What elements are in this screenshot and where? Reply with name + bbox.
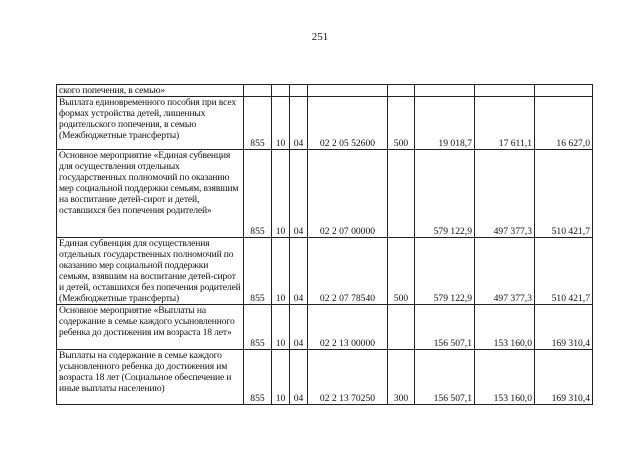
row-grbs: 855: [244, 97, 272, 150]
row-section: 10: [272, 97, 290, 150]
row-amount-2: 17 611,1: [475, 97, 535, 150]
row-amount-3: 169 310,4: [535, 350, 593, 405]
row-amount-1: 579 122,9: [415, 150, 475, 238]
row-section: 10: [272, 305, 290, 350]
row-grbs: 855: [244, 350, 272, 405]
row-amount-3: [535, 85, 593, 97]
row-name: Единая субвенция для осуществления отдельных государственных полномочий по оказанию мер социальной поддержки семьям, взявшим на воспитание детей-сирот и детей, оставшихся без попечения родителей (Межбюджетные трансферты): [57, 238, 244, 305]
row-subsection: [290, 85, 308, 97]
row-target-code: 02 2 13 00000: [308, 305, 388, 350]
row-amount-2: 497 377,3: [475, 238, 535, 305]
row-grbs: 855: [244, 238, 272, 305]
row-amount-3: 510 421,7: [535, 238, 593, 305]
row-target-code: 02 2 13 70250: [308, 350, 388, 405]
row-section: 10: [272, 350, 290, 405]
row-subsection: 04: [290, 97, 308, 150]
row-amount-1: [415, 85, 475, 97]
row-grbs: 855: [244, 305, 272, 350]
row-amount-1: 156 507,1: [415, 350, 475, 405]
row-grbs: [244, 85, 272, 97]
row-target-code: 02 2 05 52600: [308, 97, 388, 150]
row-amount-1: 579 122,9: [415, 238, 475, 305]
row-grbs: 855: [244, 150, 272, 238]
row-amount-1: 156 507,1: [415, 305, 475, 350]
row-name: ского попечения, в семью»: [57, 85, 244, 97]
row-subsection: 04: [290, 150, 308, 238]
table-row: [57, 150, 593, 238]
row-amount-2: 497 377,3: [475, 150, 535, 238]
row-amount-2: [475, 85, 535, 97]
row-subsection: 04: [290, 305, 308, 350]
row-expense-type: 300: [388, 350, 415, 405]
table-row: [57, 97, 593, 150]
row-amount-1: 19 018,7: [415, 97, 475, 150]
table-row: [57, 238, 593, 305]
row-expense-type: 500: [388, 238, 415, 305]
budget-table: [56, 84, 593, 405]
row-target-code: 02 2 07 78540: [308, 238, 388, 305]
table-row: [57, 350, 593, 405]
table-row: [57, 305, 593, 350]
page-number: 251: [311, 31, 329, 43]
row-subsection: 04: [290, 350, 308, 405]
row-expense-type: [388, 150, 415, 238]
row-name: Выплата единовременного пособия при всех формах устройства детей, лишенных родительского попечения, в семью (Межбюджетные трансферты): [57, 97, 244, 150]
row-expense-type: 500: [388, 97, 415, 150]
row-subsection: 04: [290, 238, 308, 305]
row-expense-type: [388, 305, 415, 350]
row-amount-3: 16 627,0: [535, 97, 593, 150]
row-amount-3: 169 310,4: [535, 305, 593, 350]
row-name: Основное мероприятие «Единая субвенция для осуществления отдельных государственных полномочий по оказанию мер социальной поддержки семьям, взявшим на воспитание детей-сирот и детей, оставшихся без попечения родителей»: [57, 150, 244, 238]
row-amount-2: 153 160,0: [475, 350, 535, 405]
row-name: Выплаты на содержание в семье каждого усыновленного ребенка до достижения им возраста 18 лет (Социальное обеспечение и иные выплаты населению): [57, 350, 244, 405]
row-target-code: 02 2 07 00000: [308, 150, 388, 238]
row-amount-3: 510 421,7: [535, 150, 593, 238]
table-row: [57, 85, 593, 97]
row-target-code: [308, 85, 388, 97]
row-section: [272, 85, 290, 97]
row-section: 10: [272, 150, 290, 238]
row-name: Основное мероприятие «Выплаты на содержание в семье каждого усыновленного ребенка до достижения им возраста 18 лет»: [57, 305, 244, 350]
row-section: 10: [272, 238, 290, 305]
row-expense-type: [388, 85, 415, 97]
row-amount-2: 153 160,0: [475, 305, 535, 350]
